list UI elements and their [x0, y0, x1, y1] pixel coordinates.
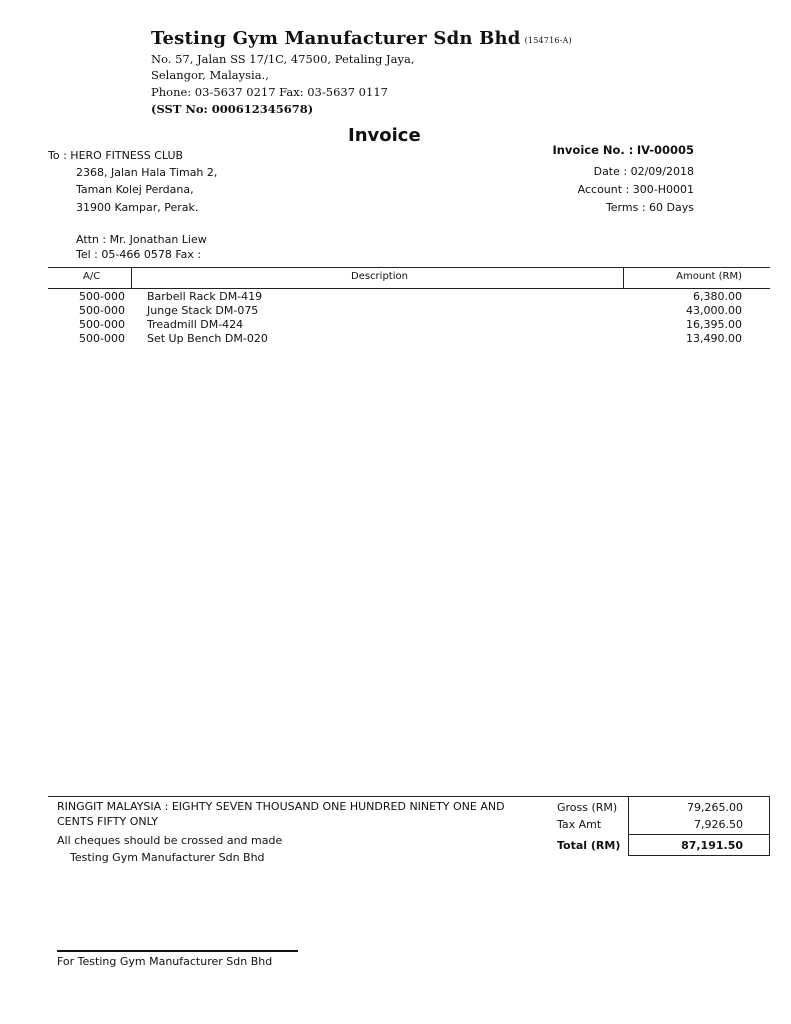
- row-amount: 6,380.00: [693, 290, 742, 303]
- customer-tel-fax: Tel : 05-466 0578 Fax :: [76, 248, 202, 261]
- row-description: Set Up Bench DM-020: [147, 332, 268, 345]
- table-row: [48, 318, 770, 332]
- invoice-number-row: [552, 143, 694, 157]
- invoice-date-value: 02/09/2018: [630, 165, 694, 178]
- total-label: Total (RM): [557, 839, 621, 852]
- row-amount: 16,395.00: [686, 318, 742, 331]
- items-table-header: [48, 267, 770, 289]
- row-description: Treadmill DM-424: [147, 318, 244, 331]
- company-address-line-2: Selangor, Malaysia.,: [151, 68, 269, 82]
- invoice-number-value: IV-00005: [636, 143, 694, 157]
- header-amount: Amount (RM): [676, 271, 742, 282]
- invoice-date-row: [594, 165, 694, 178]
- row-amount: 43,000.00: [686, 304, 742, 317]
- row-description: Barbell Rack DM-419: [147, 290, 263, 303]
- tax-label: Tax Amt: [557, 818, 602, 831]
- terms-row: [606, 201, 694, 214]
- row-amount: 13,490.00: [686, 332, 742, 345]
- customer-address-line: 31900 Kampar, Perak.: [76, 201, 199, 214]
- total-value: 87,191.50: [681, 839, 743, 852]
- table-row: [48, 304, 770, 318]
- table-row: [48, 332, 770, 346]
- bill-to: [48, 149, 183, 162]
- invoice-number-label: Invoice No. :: [552, 143, 634, 157]
- table-row: [48, 290, 770, 304]
- terms-value: 60 Days: [649, 201, 694, 214]
- tax-value: 7,926.50: [694, 818, 743, 831]
- account-row: [578, 183, 694, 196]
- company-address-line-1: No. 57, Jalan SS 17/1C, 47500, Petaling Jaya,: [151, 52, 415, 66]
- gross-label: Gross (RM): [557, 801, 618, 814]
- row-ac: 500-000: [79, 318, 125, 331]
- row-ac: 500-000: [79, 332, 125, 345]
- cheque-payee: Testing Gym Manufacturer Sdn Bhd: [70, 851, 265, 864]
- header-ac: A/C: [83, 271, 101, 282]
- gross-value: 79,265.00: [687, 801, 743, 814]
- signature-line: [57, 950, 298, 952]
- totals-divider: [628, 834, 770, 835]
- document-title: Invoice: [348, 125, 421, 146]
- amount-in-words-line-2: CENTS FIFTY ONLY: [57, 815, 158, 828]
- company-phone-fax: Phone: 03-5637 0217 Fax: 03-5637 0117: [151, 85, 388, 99]
- account-label: Account :: [577, 183, 630, 196]
- terms-label: Terms :: [605, 201, 646, 214]
- signature-caption: For Testing Gym Manufacturer Sdn Bhd: [57, 955, 273, 968]
- customer-address-line: 2368, Jalan Hala Timah 2,: [76, 166, 218, 179]
- row-description: Junge Stack DM-075: [147, 304, 259, 317]
- bill-to-label: To :: [48, 149, 67, 162]
- customer-attention: Attn : Mr. Jonathan Liew: [76, 233, 207, 246]
- row-ac: 500-000: [79, 304, 125, 317]
- column-divider: [131, 268, 132, 288]
- invoice-date-label: Date :: [593, 165, 628, 178]
- amount-in-words-line-1: RINGGIT MALAYSIA : EIGHTY SEVEN THOUSAND ONE HUNDRED NINETY ONE AND: [57, 800, 505, 813]
- company-sst-number: (SST No: 000612345678): [151, 102, 314, 116]
- column-divider: [623, 268, 624, 288]
- company-reg-no: (154716-A): [524, 36, 572, 45]
- customer-address-line: Taman Kolej Perdana,: [76, 183, 194, 196]
- header-description: Description: [351, 271, 408, 282]
- customer-name: HERO FITNESS CLUB: [70, 149, 184, 162]
- row-ac: 500-000: [79, 290, 125, 303]
- account-value: 300-H0001: [632, 183, 694, 196]
- company-name: Testing Gym Manufacturer Sdn Bhd (154716-A): [151, 28, 572, 49]
- cheque-note: All cheques should be crossed and made: [57, 834, 283, 847]
